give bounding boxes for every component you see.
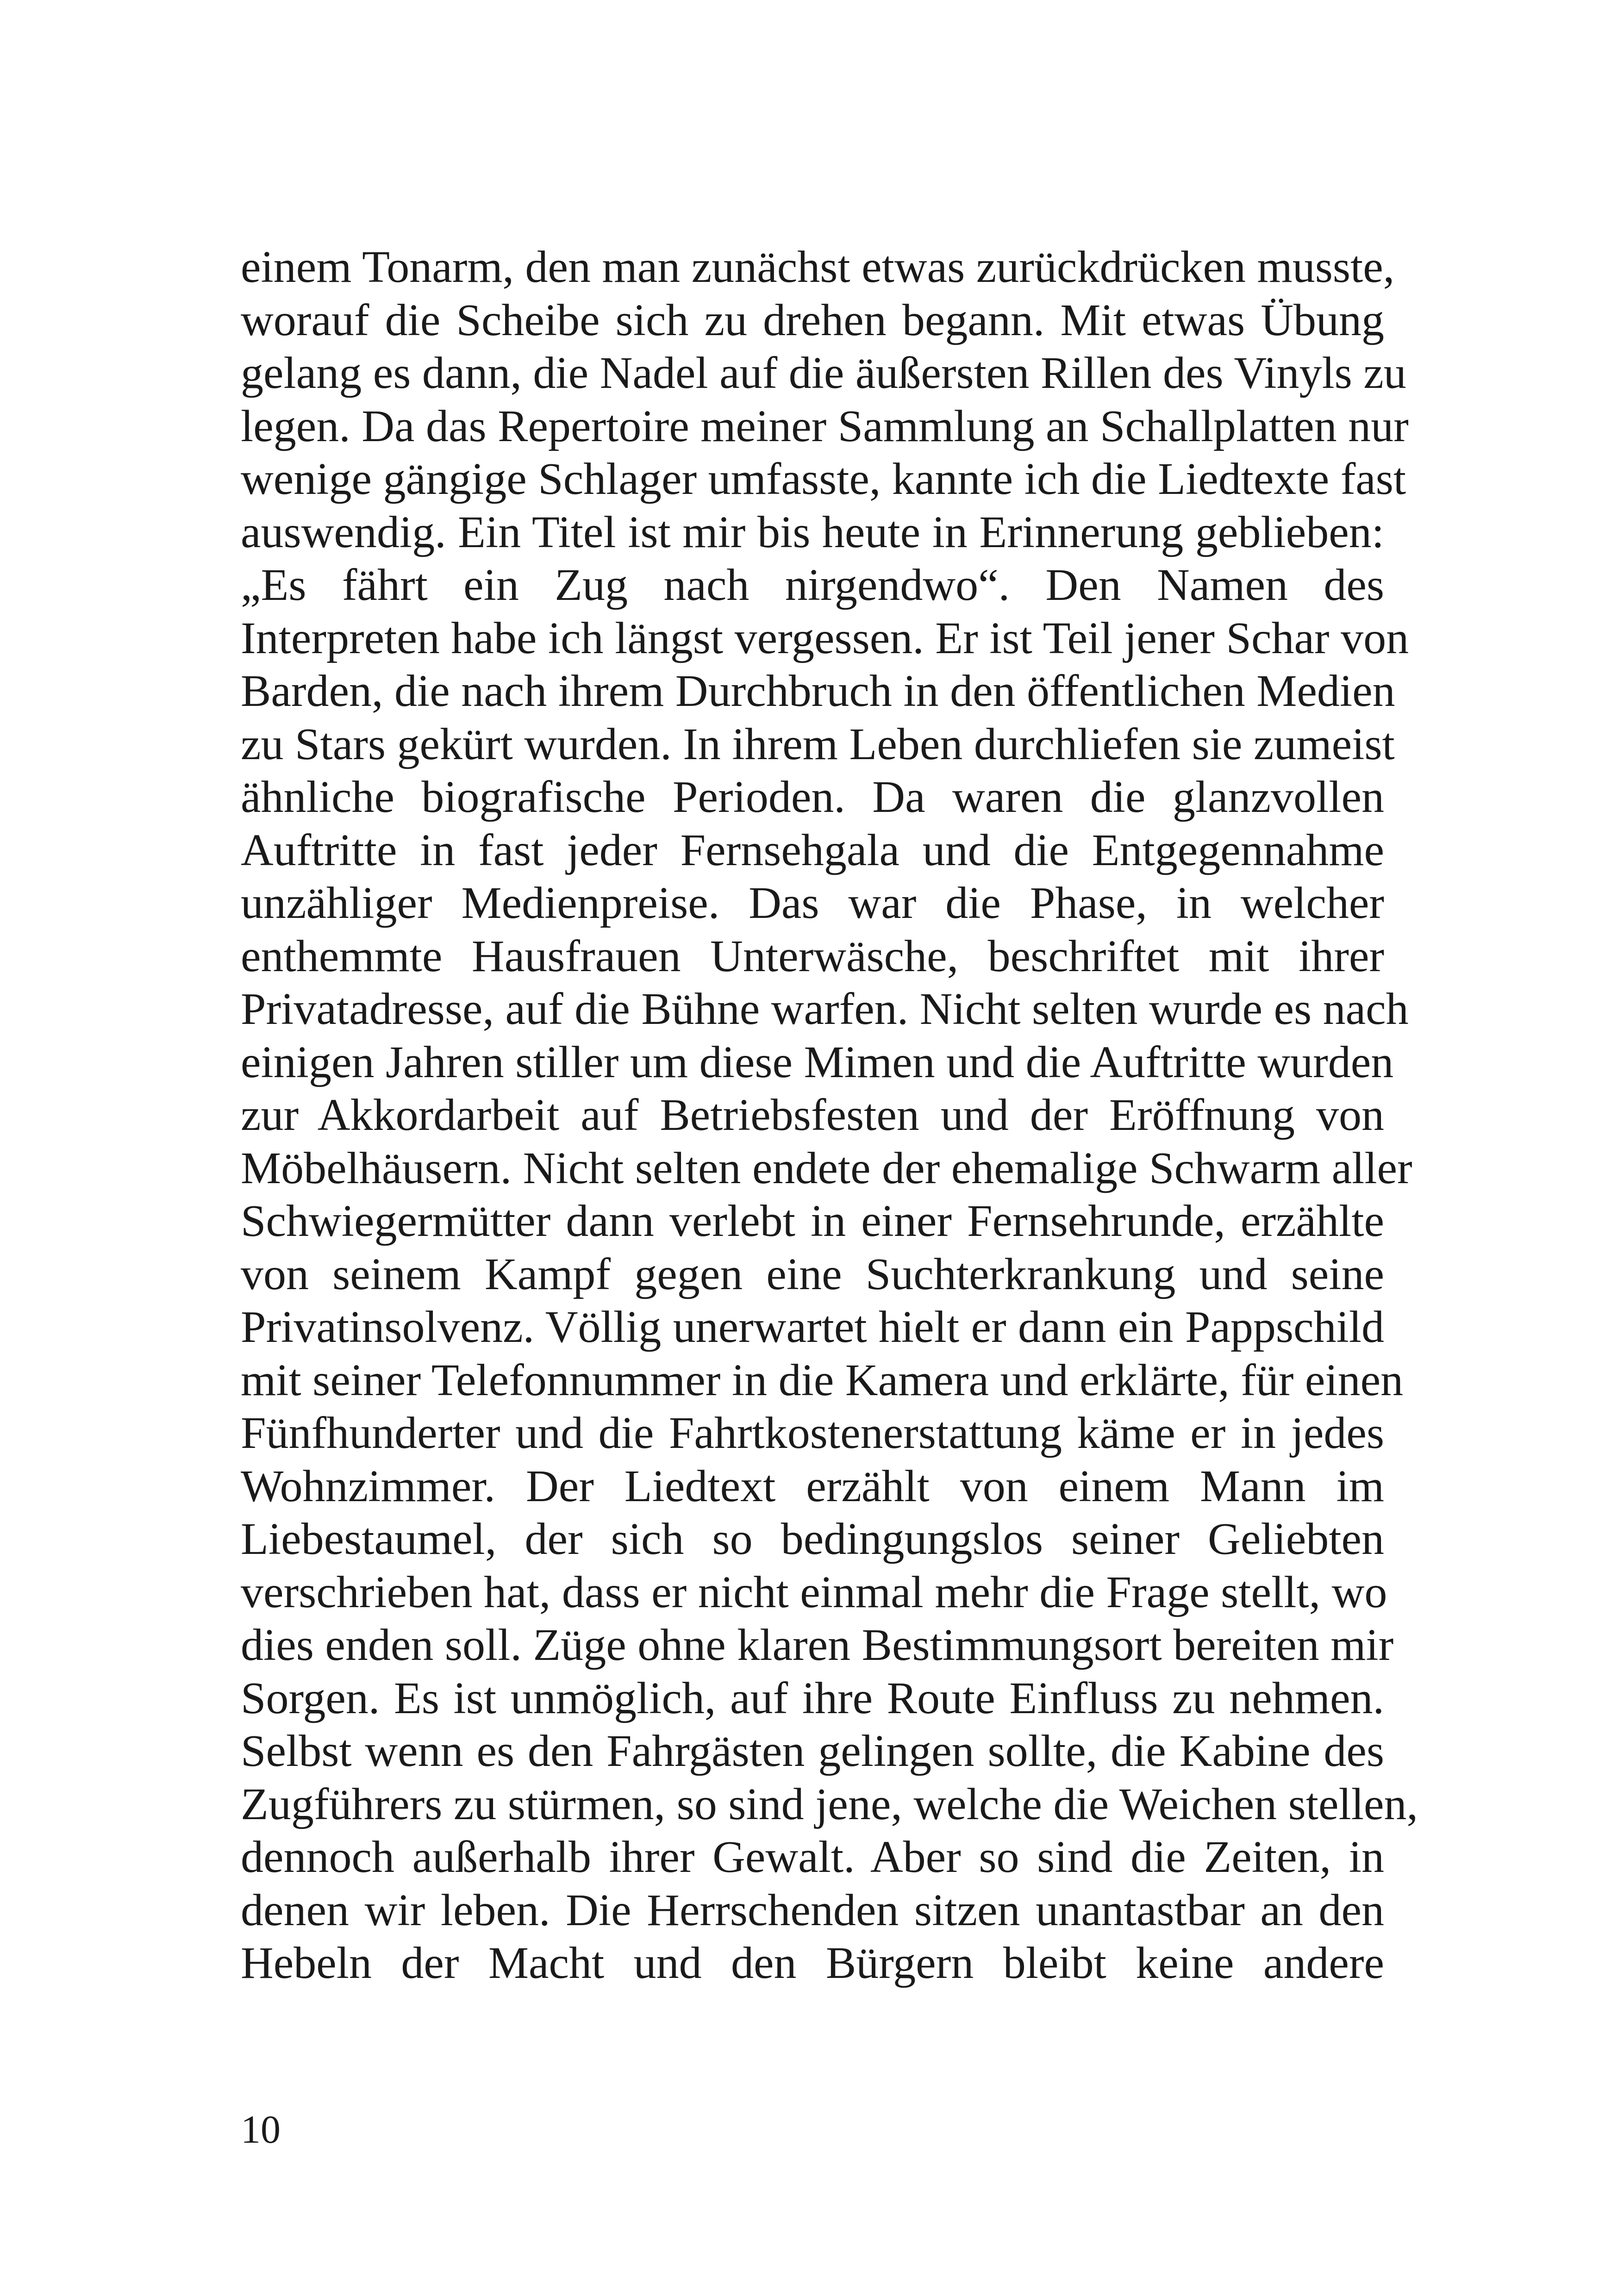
text-line: zur Akkordarbeit auf Betriebsfesten und der Eröffnung von [241, 1090, 1384, 1140]
text-line: Auftritte in fast jeder Fernsehgala und die Entgegennahme [241, 825, 1384, 875]
text-line: Möbelhäusern. Nicht selten endete der ehemalige Schwarm aller [241, 1143, 1412, 1193]
text-line: Zugführers zu stürmen, so sind jene, welche die Weichen stellen, [241, 1779, 1418, 1829]
text-line: einigen Jahren stiller um diese Mimen und die Auftritte wurden [241, 1037, 1394, 1087]
text-line: Interpreten habe ich längst vergessen. Er ist Teil jener Schar von [241, 613, 1409, 663]
page-number: 10 [241, 2107, 281, 2152]
text-line: worauf die Scheibe sich zu drehen begann. Mit etwas Übung [241, 295, 1384, 345]
text-line: Schwiegermütter dann verlebt in einer Fernsehrunde, erzählte [241, 1196, 1384, 1246]
text-line: auswendig. Ein Titel ist mir bis heute in Erinnerung geblieben: [241, 507, 1384, 557]
text-line: von seinem Kampf gegen eine Suchterkrankung und seine [241, 1249, 1384, 1299]
text-line: mit seiner Telefonnummer in die Kamera und erklärte, für einen [241, 1355, 1404, 1405]
text-line: Barden, die nach ihrem Durchbruch in den öffentlichen Medien [241, 666, 1395, 716]
text-line: ähnliche biografische Perioden. Da waren die glanzvollen [241, 772, 1384, 822]
text-line: legen. Da das Repertoire meiner Sammlung an Schallplatten nur [241, 401, 1409, 451]
text-line: Sorgen. Es ist unmöglich, auf ihre Route Einfluss zu nehmen. [241, 1673, 1384, 1723]
text-line: Fünfhunderter und die Fahrtkostenerstattung käme er in jedes [241, 1408, 1384, 1458]
text-line: wenige gängige Schlager umfasste, kannte ich die Liedtexte fast [241, 454, 1406, 504]
text-line: zu Stars gekürt wurden. In ihrem Leben durchliefen sie zumeist [241, 719, 1395, 769]
text-line: denen wir leben. Die Herrschenden sitzen unantastbar an den [241, 1885, 1384, 1935]
text-line: Privatadresse, auf die Bühne warfen. Nicht selten wurde es nach [241, 984, 1409, 1034]
text-line: dies enden soll. Züge ohne klaren Bestimmungsort bereiten mir [241, 1620, 1394, 1670]
text-line: Hebeln der Macht und den Bürgern bleibt keine andere [241, 1938, 1384, 1988]
text-line: enthemmte Hausfrauen Unterwäsche, beschriftet mit ihrer [241, 931, 1384, 981]
text-line: verschrieben hat, dass er nicht einmal mehr die Frage stellt, wo [241, 1567, 1387, 1617]
text-line: Privatinsolvenz. Völlig unerwartet hielt er dann ein Pappschild [241, 1302, 1384, 1352]
text-line: gelang es dann, die Nadel auf die äußersten Rillen des Vinyls zu [241, 348, 1406, 398]
text-line: Wohnzimmer. Der Liedtext erzählt von einem Mann im [241, 1461, 1384, 1511]
text-line: einem Tonarm, den man zunächst etwas zurückdrücken musste, [241, 242, 1395, 292]
text-line: Selbst wenn es den Fahrgästen gelingen sollte, die Kabine des [241, 1726, 1384, 1776]
text-line: unzähliger Medienpreise. Das war die Phase, in welcher [241, 878, 1384, 928]
body-text [241, 241, 1418, 1990]
text-line: „Es fährt ein Zug nach nirgendwo“. Den Namen des [241, 560, 1384, 610]
text-line: dennoch außerhalb ihrer Gewalt. Aber so sind die Zeiten, in [241, 1832, 1384, 1882]
text-line: Liebestaumel, der sich so bedingungslos seiner Geliebten [241, 1514, 1384, 1564]
